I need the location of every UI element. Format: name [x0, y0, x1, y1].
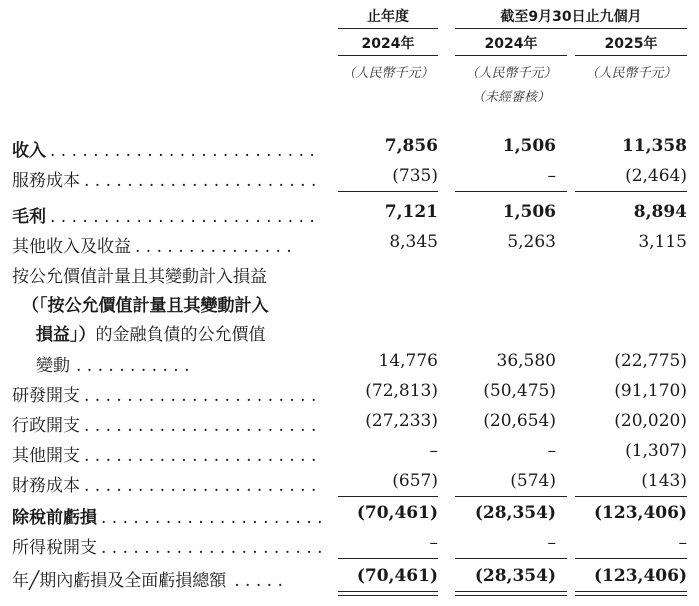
cell: (2,464): [625, 166, 687, 186]
row-label-loss-before-tax: 除稅前虧損 . . . . . . . . . . . . . . . . . . . . .: [12, 508, 323, 528]
cell: (72,813): [365, 381, 438, 401]
cell: –: [547, 441, 556, 461]
total-rule-col1: [338, 558, 438, 559]
cell: (22,775): [614, 351, 687, 371]
cell: (27,233): [365, 411, 438, 431]
cell: –: [547, 166, 556, 186]
double-rule-col2: [455, 591, 567, 596]
row-label-gross-profit: 毛利 . . . . . . . . . . . . . . . . . . . . . . . . .: [12, 207, 315, 227]
row-label-fv-change-line1: 按公允價值計量且其變動計入損益: [12, 267, 267, 287]
cell: 7,121: [384, 202, 438, 222]
cell: 1,506: [502, 136, 556, 156]
unit-col3: （人民幣千元）: [585, 66, 677, 81]
row-label-fv-change-line3: 損益」）的金融負債的公允價值: [36, 325, 266, 345]
row-label-other-income: 其他收入及收益 . . . . . . . . . . . . . . .: [12, 237, 292, 257]
cell: 3,115: [638, 232, 687, 252]
cell: 36,580: [496, 351, 556, 371]
row-label-cost-of-services: 服務成本 . . . . . . . . . . . . . . . . . . . . . .: [12, 171, 317, 191]
double-rule-col1: [338, 591, 438, 596]
cell: (1,307): [625, 441, 687, 461]
cell: (20,654): [483, 411, 556, 431]
cell: 8,894: [633, 202, 687, 222]
year-rule-col1: [338, 55, 438, 56]
cell: (70,461): [356, 503, 438, 523]
unaudited-note: （未經審核）: [471, 90, 550, 105]
nine-month-period-header: 截至9月30日止九個月: [500, 9, 642, 25]
subtotal-rule-col3: [575, 191, 687, 192]
cell: 7,856: [384, 136, 438, 156]
nine-month-header-rule: [455, 28, 687, 29]
year-rule-col3: [575, 55, 687, 56]
row-label-fv-change-line2: （「按公允價值計量且其變動計入: [22, 296, 269, 316]
cell: (143): [641, 471, 687, 491]
cell: (123,406): [594, 566, 687, 586]
row-label-other-expenses: 其他開支 . . . . . . . . . . . . . . . . . . . . . .: [12, 446, 317, 466]
cell: 8,345: [389, 232, 438, 252]
double-rule-col3: [575, 591, 687, 596]
unit-col1: （人民幣千元）: [342, 66, 434, 81]
col1-period-header: 止年度: [367, 9, 409, 25]
cell: (657): [392, 471, 438, 491]
row-label-rd-expenses: 研發開支 . . . . . . . . . . . . . . . . . . . . . .: [12, 386, 317, 406]
year-header-col3: 2025年: [604, 36, 658, 52]
row-label-revenue: 收入 . . . . . . . . . . . . . . . . . . . . . . . . .: [12, 141, 315, 161]
subtotal-rule-col2: [455, 191, 567, 192]
cell: 11,358: [621, 136, 687, 156]
row-label-total-comprehensive-loss: 年╱期內虧損及全面虧損總額 . . . . .: [12, 571, 283, 591]
cell: 1,506: [502, 202, 556, 222]
cell: (50,475): [483, 381, 556, 401]
total-rule-col3: [575, 558, 687, 559]
year-header-col2: 2024年: [484, 36, 538, 52]
cell: (91,170): [614, 381, 687, 401]
row-label-fv-change-line4: 變動 . . . . . . . . . . .: [36, 356, 190, 376]
subtotal-rule-col2: [455, 496, 567, 497]
cell: (123,406): [594, 503, 687, 523]
subtotal-rule-col1: [338, 191, 438, 192]
cell: –: [429, 533, 438, 553]
cell: (574): [510, 471, 556, 491]
unit-col2: （人民幣千元）: [465, 66, 557, 81]
cell: (20,020): [614, 411, 687, 431]
cell: –: [678, 533, 687, 553]
total-rule-col2: [455, 558, 567, 559]
cell: –: [429, 441, 438, 461]
row-label-income-tax: 所得稅開支 . . . . . . . . . . . . . . . . . . . . .: [12, 538, 323, 558]
subtotal-rule-col3: [575, 496, 687, 497]
subtotal-rule-col1: [338, 496, 438, 497]
cell: 5,263: [507, 232, 556, 252]
cell: (70,461): [356, 566, 438, 586]
year-header-col1: 2024年: [361, 36, 415, 52]
cell: –: [547, 533, 556, 553]
row-label-finance-costs: 財務成本 . . . . . . . . . . . . . . . . . . . . . .: [12, 476, 317, 496]
year-rule-col2: [455, 55, 567, 56]
col1-header-rule: [338, 28, 438, 29]
cell: 14,776: [378, 351, 438, 371]
cell: (735): [392, 166, 438, 186]
row-label-admin-expenses: 行政開支 . . . . . . . . . . . . . . . . . . . . . .: [12, 416, 317, 436]
cell: (28,354): [474, 503, 556, 523]
cell: (28,354): [474, 566, 556, 586]
